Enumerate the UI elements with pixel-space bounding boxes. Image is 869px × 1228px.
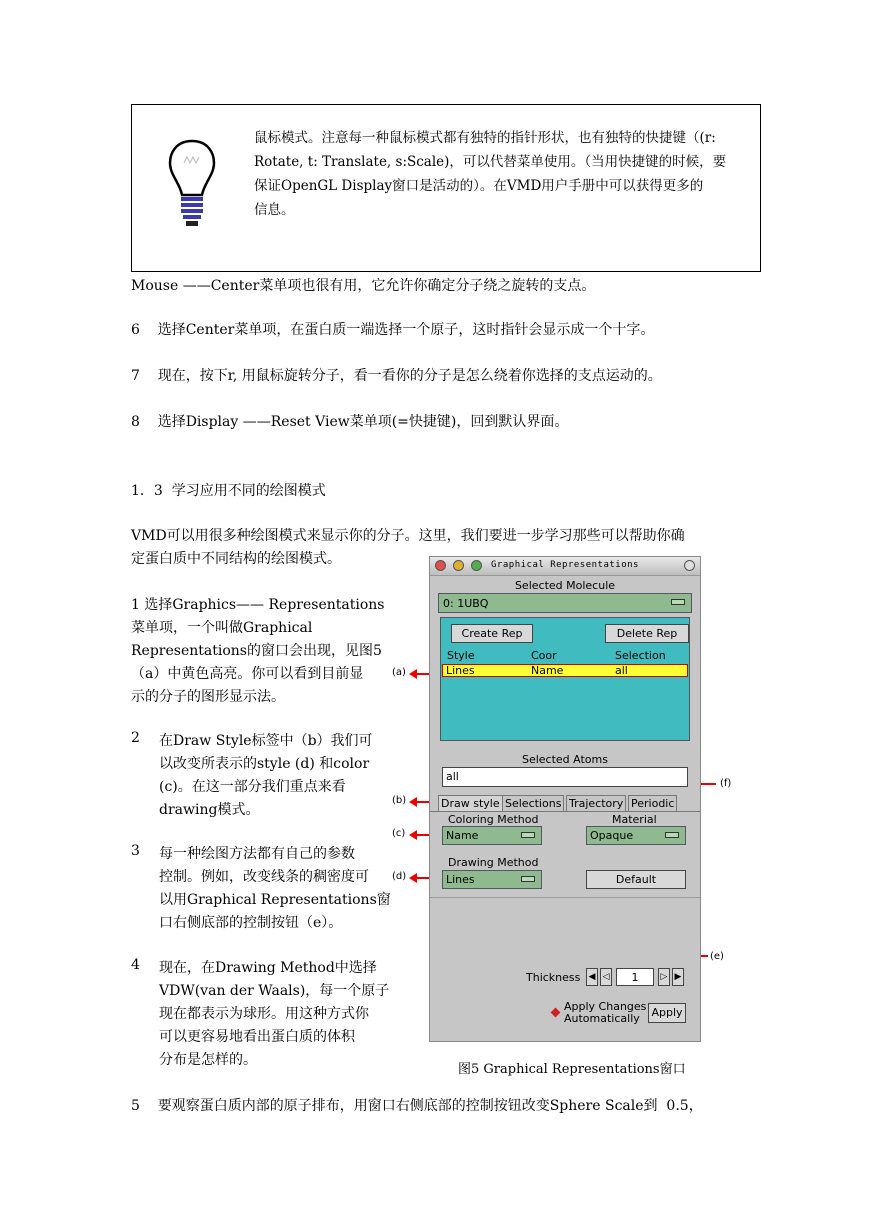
section-divider	[430, 897, 700, 898]
list-item-1	[131, 594, 391, 709]
list-line: drawing模式。	[159, 802, 260, 818]
apply-changes-line: Apply Changes	[564, 1000, 647, 1013]
list-line: 示的分子的图形显示法。	[131, 689, 285, 705]
lightbulb-icon	[166, 137, 218, 233]
material-value: Opaque	[590, 829, 634, 842]
apply-changes-label	[564, 1001, 646, 1025]
tab-trajectory[interactable]: Trajectory	[566, 795, 626, 811]
column-selection: Selection	[615, 649, 666, 662]
drawing-method-dropdown[interactable]	[442, 870, 542, 889]
thickness-decrease-icon[interactable]: ◁	[600, 968, 612, 986]
mouse-center-line: Mouse ——Center菜单项也很有用，它允许你确定分子绕之旋转的支点。	[131, 278, 596, 294]
title-bar	[430, 557, 700, 576]
thickness-decrease-fast-icon[interactable]: ◀	[586, 968, 598, 986]
selected-atoms-input[interactable]: all	[442, 767, 688, 787]
annotation-b: (b)	[392, 795, 407, 806]
list-line: 在Draw Style标签中（b）我们可	[159, 733, 373, 749]
list-number: 3	[131, 843, 140, 859]
annotation-c: (c)	[392, 828, 406, 839]
thickness-label: Thickness	[526, 971, 581, 984]
list-line: 口右侧底部的控制按钮（e）。	[159, 915, 343, 931]
selected-molecule-label: Selected Molecule	[514, 579, 616, 592]
tab-divider	[430, 811, 700, 812]
list-item-3	[159, 843, 399, 935]
list-item-4	[159, 957, 399, 1072]
chevron-down-icon	[521, 876, 535, 882]
list-line: 以用Graphical Representations窗	[159, 892, 391, 908]
figure-caption: 图5 Graphical Representations窗口	[458, 1062, 686, 1077]
create-rep-button[interactable]: Create Rep	[451, 624, 533, 643]
material-label: Material	[612, 813, 657, 826]
list-line: 现在，在Drawing Method中选择	[159, 960, 377, 976]
material-dropdown[interactable]	[586, 826, 686, 845]
thickness-increase-icon[interactable]: ▷	[658, 968, 670, 986]
tip-line: Rotate, t: Translate, s:Scale)，可以代替菜单使用。（当用快捷键的时候，要	[254, 154, 727, 170]
list-item-2	[159, 730, 399, 822]
collapse-icon[interactable]	[684, 560, 695, 571]
apply-auto-checkbox-icon[interactable]	[551, 1008, 561, 1018]
list-line: 1 选择Graphics—— Representations	[131, 597, 385, 613]
list-line: 以改变所表示的style (d) 和color	[159, 756, 370, 772]
list-line: 可以更容易地看出蛋白质的体积	[159, 1029, 355, 1045]
list-line: 菜单项，一个叫做Graphical	[131, 620, 313, 636]
apply-changes-line: Automatically	[564, 1012, 640, 1025]
row-color: Name	[531, 664, 564, 677]
annotation-f: (f)	[720, 778, 732, 789]
representation-row[interactable]	[442, 664, 688, 677]
list-line: (c)。在这一部分我们重点来看	[159, 779, 346, 795]
column-style: Style	[447, 649, 475, 662]
list-line: 现在都表示为球形。用这种方式你	[159, 1006, 369, 1022]
selected-atoms-label: Selected Atoms	[521, 753, 608, 766]
coloring-method-value: Name	[446, 829, 479, 842]
step-5: 5 要观察蛋白质内部的原子排布，用窗口右侧底部的控制按钮改变Sphere Scale到 0.5，	[131, 1098, 703, 1114]
list-number: 2	[131, 730, 140, 746]
representations-list	[440, 617, 690, 741]
row-style: Lines	[446, 664, 475, 677]
drawing-method-value: Lines	[446, 873, 475, 886]
delete-rep-button[interactable]: Delete Rep	[605, 624, 689, 643]
molecule-dropdown[interactable]	[438, 593, 692, 613]
apply-button[interactable]: Apply	[648, 1003, 686, 1023]
thickness-input[interactable]: 1	[616, 968, 654, 986]
step-7: 7 现在，按下r, 用鼠标旋转分子，看一看你的分子是怎么绕着你选择的支点运动的。	[131, 368, 662, 384]
tab-periodic[interactable]: Periodic	[628, 795, 677, 811]
tip-text	[254, 126, 759, 222]
molecule-value: 0: 1UBQ	[443, 597, 489, 610]
coloring-method-dropdown[interactable]	[442, 826, 542, 845]
chevron-down-icon	[671, 599, 685, 605]
column-color: Coor	[531, 649, 557, 662]
thickness-increase-fast-icon[interactable]: ▶	[672, 968, 684, 986]
row-selection: all	[615, 664, 628, 677]
list-line: Representations的窗口会出现，见图5	[131, 643, 382, 659]
step-8: 8 选择Display ——Reset View菜单项(=快捷键)，回到默认界面。	[131, 414, 569, 430]
section-heading: 1．3 学习应用不同的绘图模式	[131, 483, 326, 499]
drawing-method-label: Drawing Method	[448, 856, 539, 869]
coloring-method-label: Coloring Method	[448, 813, 539, 826]
list-line: 分布是怎样的。	[159, 1052, 257, 1068]
graphical-representations-window	[429, 556, 701, 1042]
tab-draw-style[interactable]: Draw style	[438, 795, 503, 811]
tip-line: 保证OpenGL Display窗口是活动的）。在VMD用户手册中可以获得更多的	[254, 178, 704, 194]
list-line: 控制。例如，改变线条的稠密度可	[159, 869, 369, 885]
step-6: 6 选择Center菜单项，在蛋白质一端选择一个原子，这时指针会显示成一个十字。	[131, 322, 655, 338]
default-button[interactable]: Default	[586, 870, 686, 889]
tip-line: 信息。	[254, 202, 295, 218]
list-number: 4	[131, 957, 140, 973]
chevron-down-icon	[521, 832, 535, 838]
tab-selections[interactable]: Selections	[502, 795, 564, 811]
intro-line-2: 定蛋白质中不同结构的绘图模式。	[131, 551, 341, 567]
annotation-a: (a)	[392, 667, 406, 678]
list-line: VDW(van der Waals)，每一个原子	[159, 983, 390, 999]
annotation-d: (d)	[392, 871, 407, 882]
window-title: Graphical Representations	[491, 560, 639, 570]
chevron-down-icon	[665, 832, 679, 838]
list-line: （a）中黄色高亮。你可以看到目前显	[131, 666, 364, 682]
list-line: 每一种绘图方法都有自己的参数	[159, 846, 355, 862]
annotation-e: (e)	[710, 951, 724, 962]
intro-line-1: VMD可以用很多种绘图模式来显示你的分子。这里，我们要进一步学习那些可以帮助你确	[131, 528, 685, 544]
tip-line: 鼠标模式。注意每一种鼠标模式都有独特的指针形状，也有独特的快捷键（(r:	[254, 130, 716, 146]
